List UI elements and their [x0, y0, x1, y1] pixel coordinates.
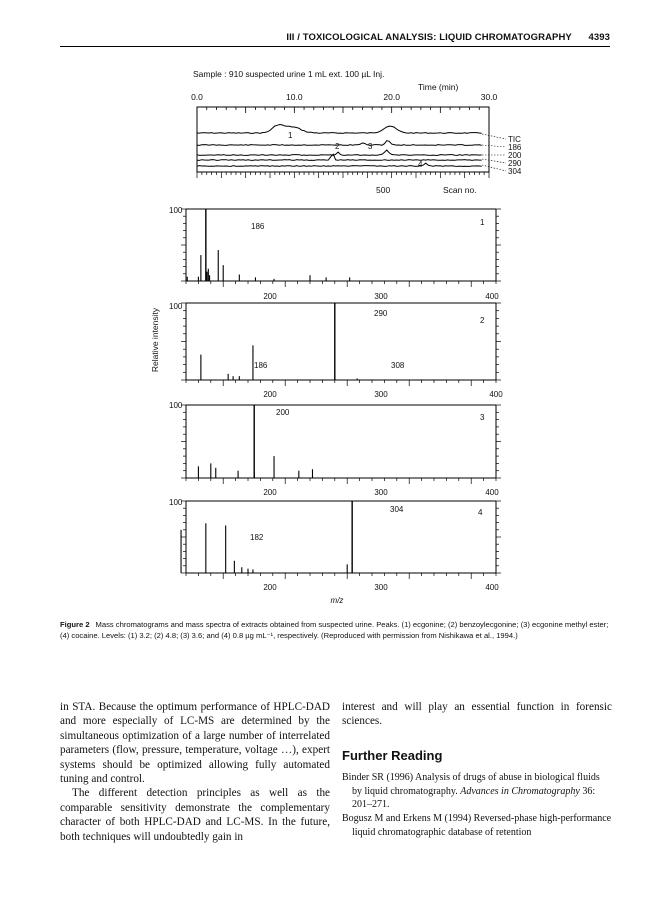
- page-number: 4393: [588, 32, 610, 43]
- further-reading-heading: Further Reading: [342, 747, 443, 763]
- y-top-2: 100: [169, 302, 183, 311]
- right-paragraph-1: interest and will play an essential function in forensic sciences.: [342, 701, 612, 728]
- panel-number-3: 3: [480, 413, 485, 422]
- reference-item: Bogusz M and Erkens M (1994) Reversed-phase high-performance liquid chromatographic database of retention: [342, 813, 612, 838]
- mz-tick-200: 200: [263, 292, 277, 301]
- mz-tick-200-d: 200: [263, 583, 277, 592]
- peak-label-304: 304: [390, 505, 404, 514]
- panel-number-2: 2: [480, 316, 485, 325]
- time-label: Time (min): [418, 82, 459, 92]
- trace-label-290: 290: [508, 159, 522, 168]
- left-paragraph-1: in STA. Because the optimum performance of HPLC-DAD and more especially of LC-MS are determined by the simultaneous optimization of a large number of interrelated parameters (flow, pressure, temperature, voltage …), expert systems should be optimized allowing fully automated tuning and control.: [60, 701, 330, 786]
- x-axis-label: m/z: [330, 596, 344, 605]
- spectrum-panel-1: [169, 206, 501, 301]
- peak-label-290: 290: [374, 309, 388, 318]
- peak-label-200: 200: [276, 408, 290, 417]
- y-top-3: 100: [169, 401, 183, 410]
- running-title: III / TOXICOLOGICAL ANALYSIS: LIQUID CHROMATOGRAPHY: [286, 32, 572, 43]
- trace-label-186: 186: [508, 143, 522, 152]
- mz-tick-300: 300: [374, 292, 388, 301]
- spectrum-panel-2: [169, 302, 503, 399]
- scan-label: Scan no.: [443, 185, 477, 195]
- tic-panel: [191, 69, 522, 195]
- mz-tick-300-c: 300: [374, 488, 388, 497]
- mz-tick-200-b: 200: [263, 390, 277, 399]
- caption-label: Figure 2: [60, 620, 90, 629]
- right-column: [342, 700, 612, 840]
- trace-304: [197, 163, 482, 166]
- mz-tick-400-c: 400: [485, 488, 499, 497]
- reference-item: Binder SR (1996) Analysis of drugs of abuse in biological fluids by liquid chromatography. Advances in Chromatography 36: 201–271.: [342, 772, 600, 811]
- peak-number-3: 3: [368, 142, 373, 151]
- time-tick-label: 10.0: [286, 92, 303, 102]
- y-axis-label: Relative intensity: [150, 307, 160, 373]
- tic-frame: [197, 107, 489, 172]
- trace-label-304: 304: [508, 167, 522, 176]
- peak-number-1: 1: [288, 131, 293, 140]
- time-tick-label: 20.0: [383, 92, 400, 102]
- caption-text: Mass chromatograms and mass spectra of extracts obtained from suspected urine. Peaks. (1) ecgonine; (2) benzoylecgonine; (3) ecgonine methyl ester; (4) cocaine. Levels: (1) 3.2; (2) 4.8; (3) 3.6; and (4) 0.8 µg mL⁻¹, respectively. (Reproduced with permission from Nishikawa et al., 1994.): [60, 620, 609, 640]
- time-tick-label: 0.0: [191, 92, 203, 102]
- peak-label-308: 308: [391, 361, 405, 370]
- peak-label-186: 186: [251, 222, 265, 231]
- trace-tic: [197, 125, 482, 134]
- mz-tick-400-b: 400: [489, 390, 503, 399]
- tic-title: Sample : 910 suspected urine 1 mL ext. 100 µL Inj.: [193, 69, 385, 79]
- panel-number-1: 1: [480, 218, 485, 227]
- figure-caption: [60, 619, 612, 641]
- spectrum-panel-4: [169, 498, 501, 592]
- peak-number-4: 4: [418, 160, 423, 169]
- mz-tick-400: 400: [485, 292, 499, 301]
- spectrum-panel-3: [169, 401, 501, 497]
- peak-label-182: 182: [250, 533, 264, 542]
- peak-number-2: 2: [335, 142, 340, 151]
- mz-tick-300-b: 300: [374, 390, 388, 399]
- left-paragraph-2: The different detection principles as well as the comparable sensitivity demonstrate the complementary character of both HPLC-DAD and LC-MS. In the future, both techniques will undoubtedly gain in: [60, 787, 330, 843]
- y-top-4: 100: [169, 498, 183, 507]
- scan-tick: 500: [376, 185, 391, 195]
- mz-tick-400-d: 400: [485, 583, 499, 592]
- trace-label-tic: TIC: [508, 135, 521, 144]
- panel-number-4: 4: [478, 508, 483, 517]
- trace-label-200: 200: [508, 151, 522, 160]
- mz-tick-300-d: 300: [374, 583, 388, 592]
- peak-label-186-b: 186: [254, 361, 268, 370]
- time-tick-label: 30.0: [480, 92, 498, 102]
- y-top-1: 100: [169, 206, 183, 215]
- mz-tick-200-c: 200: [263, 488, 277, 497]
- left-column: [60, 700, 330, 844]
